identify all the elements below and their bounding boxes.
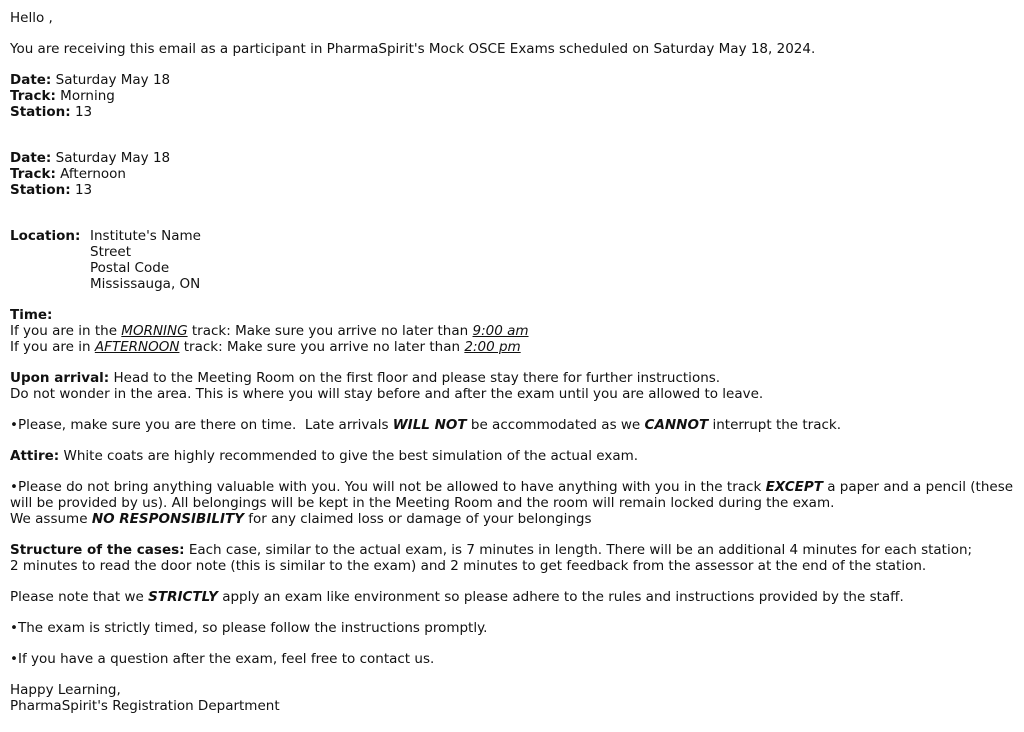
session-date: Date: Saturday May 18: [10, 72, 171, 88]
session-block-morning: [10, 72, 1014, 120]
session-station: Station: 13: [10, 104, 93, 120]
location-block: [10, 228, 1014, 292]
time-label: Time:: [10, 307, 53, 323]
session-track: Track: Afternoon: [10, 166, 126, 182]
address-line: Institute's Name: [90, 228, 201, 244]
arrival-block: Upon arrival: Head to the Meeting Room on the first floor and please stay there for further instructions. Do not wonder in the area. This is where you will stay before and after the exam until you are allowed to leave.: [10, 370, 764, 402]
location-address: [90, 228, 201, 292]
greeting: Hello ,: [10, 10, 53, 26]
question-note: •If you have a question after the exam, feel free to contact us.: [10, 651, 435, 667]
ontime-note: •Please, make sure you are there on time. Late arrivals WILL NOT be accommodated as we CANNOT interrupt the track.: [10, 417, 842, 433]
address-line: Street: [90, 244, 132, 260]
session-date: Date: Saturday May 18: [10, 150, 171, 166]
strict-note: Please note that we STRICTLY apply an exam like environment so please adhere to the rules and instructions provided by the staff.: [10, 589, 904, 605]
address-line: Postal Code: [90, 260, 170, 276]
signoff: Happy Learning, PharmaSpirit's Registration Department: [10, 682, 280, 714]
time-block: [10, 307, 1014, 355]
attire-note: Attire: White coats are highly recommended to give the best simulation of the actual exam.: [10, 448, 639, 464]
timed-note: •The exam is strictly timed, so please follow the instructions promptly.: [10, 620, 488, 636]
arrival-label: Upon arrival:: [10, 370, 110, 386]
location-label: Location:: [10, 228, 81, 244]
intro-text: You are receiving this email as a participant in PharmaSpirit's Mock OSCE Exams scheduled on Saturday May 18, 2024.: [10, 41, 816, 57]
session-track: Track: Morning: [10, 88, 115, 104]
morning-time-line: If you are in the MORNING track: Make sure you arrive no later than 9:00 am: [10, 323, 529, 339]
session-station: Station: 13: [10, 182, 93, 198]
address-line: Mississauga, ON: [90, 276, 201, 292]
structure-block: Structure of the cases: Each case, similar to the actual exam, is 7 minutes in length. There will be an additional 4 minutes for each station; 2 minutes to read the door note (this is similar to the exam) and 2 minutes to get feedback from the assessor at the end of the station.: [10, 542, 973, 574]
structure-label: Structure of the cases:: [10, 542, 185, 558]
session-block-afternoon: [10, 150, 1014, 198]
belongings-block: •Please do not bring anything valuable with you. You will not be allowed to have anything with you in the track EXCEPT a paper and a pencil (these will be provided by us). All belongings will be kept in the Meeting Room and the room will remain locked during the exam. We assume NO RESPONSIBILITY for any claimed loss or damage of your belongings: [10, 479, 1014, 527]
afternoon-time-line: If you are in AFTERNOON track: Make sure you arrive no later than 2:00 pm: [10, 339, 521, 355]
